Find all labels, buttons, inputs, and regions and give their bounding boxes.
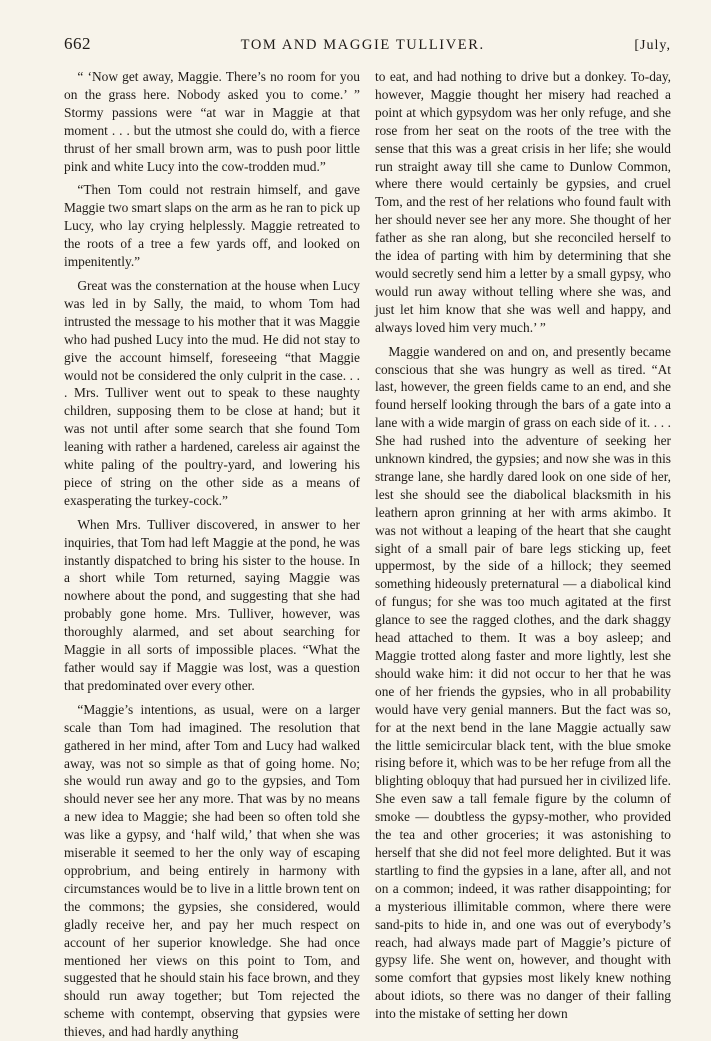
paragraph: “Then Tom could not restrain himself, and gave Maggie two smart slaps on the arm as he ran to pick up Lucy, who lay crying helplessly. Maggie retreated to the roots of a tree a few yards off, and looked on impenitently.”	[64, 182, 361, 270]
running-title: TOM AND MAGGIE TULLIVER.	[240, 37, 485, 53]
left-column	[64, 68, 360, 1041]
right-column	[375, 68, 671, 1041]
paragraph: to eat, and had nothing to drive but a donkey. To-day, however, Maggie thought her misery had reached a point at which gypsydom was her only refuge, and she rose from her seat on the roots of the tree with the sense that this was a great crisis in her life; she would run straight away till she came to Dunlow Common, where there would certainly be gypsies, and cruel Tom, and the rest of her relations who found fault with her should never see her any more. She thought of her father as she ran along, but she reconciled herself to the idea of parting with him by determining that she would secretly send him a letter by a small gypsy, who would run away without telling where she was, and just let him know that she was well and happy, and always loved him very much.’ ”	[375, 69, 671, 335]
page-header	[64, 34, 671, 60]
paragraph: “ ‘Now get away, Maggie. There’s no room for you on the grass here. Nobody asked you to come.’ ” Stormy passions were “at war in Maggie at that moment . . . but the utmost she could do, with a fierce thrust of her small brown arm, was to push poor little pink and white Lucy into the cow-trodden mud.”	[64, 69, 360, 174]
paragraph: Great was the consternation at the house when Lucy was led in by Sally, the maid, to whom Tom had intrusted the message to his mother that it was Maggie who had pushed Lucy into the mud. He did not stay to give the account himself, foreseeing “that Maggie would not be considered the only culprit in the case. . . . Mrs. Tulliver went out to speak to these naughty children, supposing them to be close at hand; but it was not until after some search that she found Tom leaning with rather a hardened, careless air against the white paling of the poultry-yard, and lowering his piece of string on the other side as a means of exasperating the turkey-cock.”	[64, 277, 360, 508]
paragraph: Maggie wandered on and on, and presently became conscious that she was hungry as well as tired. “At last, however, the green fields came to an end, and she found herself looking through the bars of a gate into a lane with a wide margin of grass on each side of it. . . . She had rushed into the adventure of seeking her unknown kindred, the gypsies; and now she was in this strange lane, she hardly dared look on one side of her, lest she should see the diabolical blacksmith in his leathern apron grinning at her with arms akimbo. It was not without a leaping of the heart that she caught sight of a small pair of bare legs sticking up, feet uppermost, by the side of a hillock; they seemed something hideously preternatural — a diabolical kind of fungus; for she was too much agitated at the first glance to see the ragged clothes, and the dark shaggy head attached to them. It was a boy asleep; and Maggie trotted along faster and more lightly, lest she should wake him: it did not occur to her that he was one of her friends the gypsies, who in all probability would have very genial manners. But the fact was so, for at the next bend in the lane Maggie actually saw the little semicircular black tent, with the blue smoke rising before it, which was to be her refuge from all the blighting obloquy that had pursued her in civilized life. She even saw a tall female figure by the column of smoke — doubtless the gypsy-mother, who provided the tea and other groceries; it was astonishing to herself that she did not feel more delighted. But it was startling to find the gypsies in a lane, after all, and not on a common; indeed, it was rather disappointing; for a mysterious illimitable common, where there were sand-pits to hide in, and one was out of everybody’s reach, had always made part of Maggie’s picture of gypsy life. She went on, however, and thought with some comfort that gypsies most likely knew nothing about idiots, so there was no danger of their falling into the mistake of setting her down	[375, 343, 671, 1022]
page-number: 662	[64, 34, 91, 53]
text-columns	[64, 68, 671, 1041]
issue-month: [July,	[634, 38, 671, 53]
paragraph: When Mrs. Tulliver discovered, in answer to her inquiries, that Tom had left Maggie at the pond, he was instantly dispatched to bring his sister to the house. In a short while Tom returned, saying Maggie was nowhere about the pond, and suggesting that she had probably gone home. Mrs. Tulliver, however, was thoroughly alarmed, and set about searching for Maggie in all sorts of impossible places. “What the father would say if Maggie was lost, was a question that predominated over every other.	[64, 516, 360, 693]
paragraph: “Maggie’s intentions, as usual, were on a larger scale than Tom had imagined. The resolution that gathered in her mind, after Tom and Lucy had walked away, was not so simple as that of going home. No; she would run away and go to the gypsies, and Tom should never see her any more. That was by no means a new idea to Maggie; she had been so often told she was like a gypsy, and ‘half wild,’ that when she was miserable it seemed to her the only way of escaping opprobrium, and being entirely in harmony with circumstances would be to live in a little brown tent on the commons; the gypsies, she considered, would gladly receive her, and pay her much respect on account of her superior knowledge. She had once mentioned her views on this point to Tom, and suggested that he should stain his face brown, and they should run away together; but Tom rejected the scheme with contempt, observing that gypsies were thieves, and had hardly anything	[64, 701, 360, 1040]
